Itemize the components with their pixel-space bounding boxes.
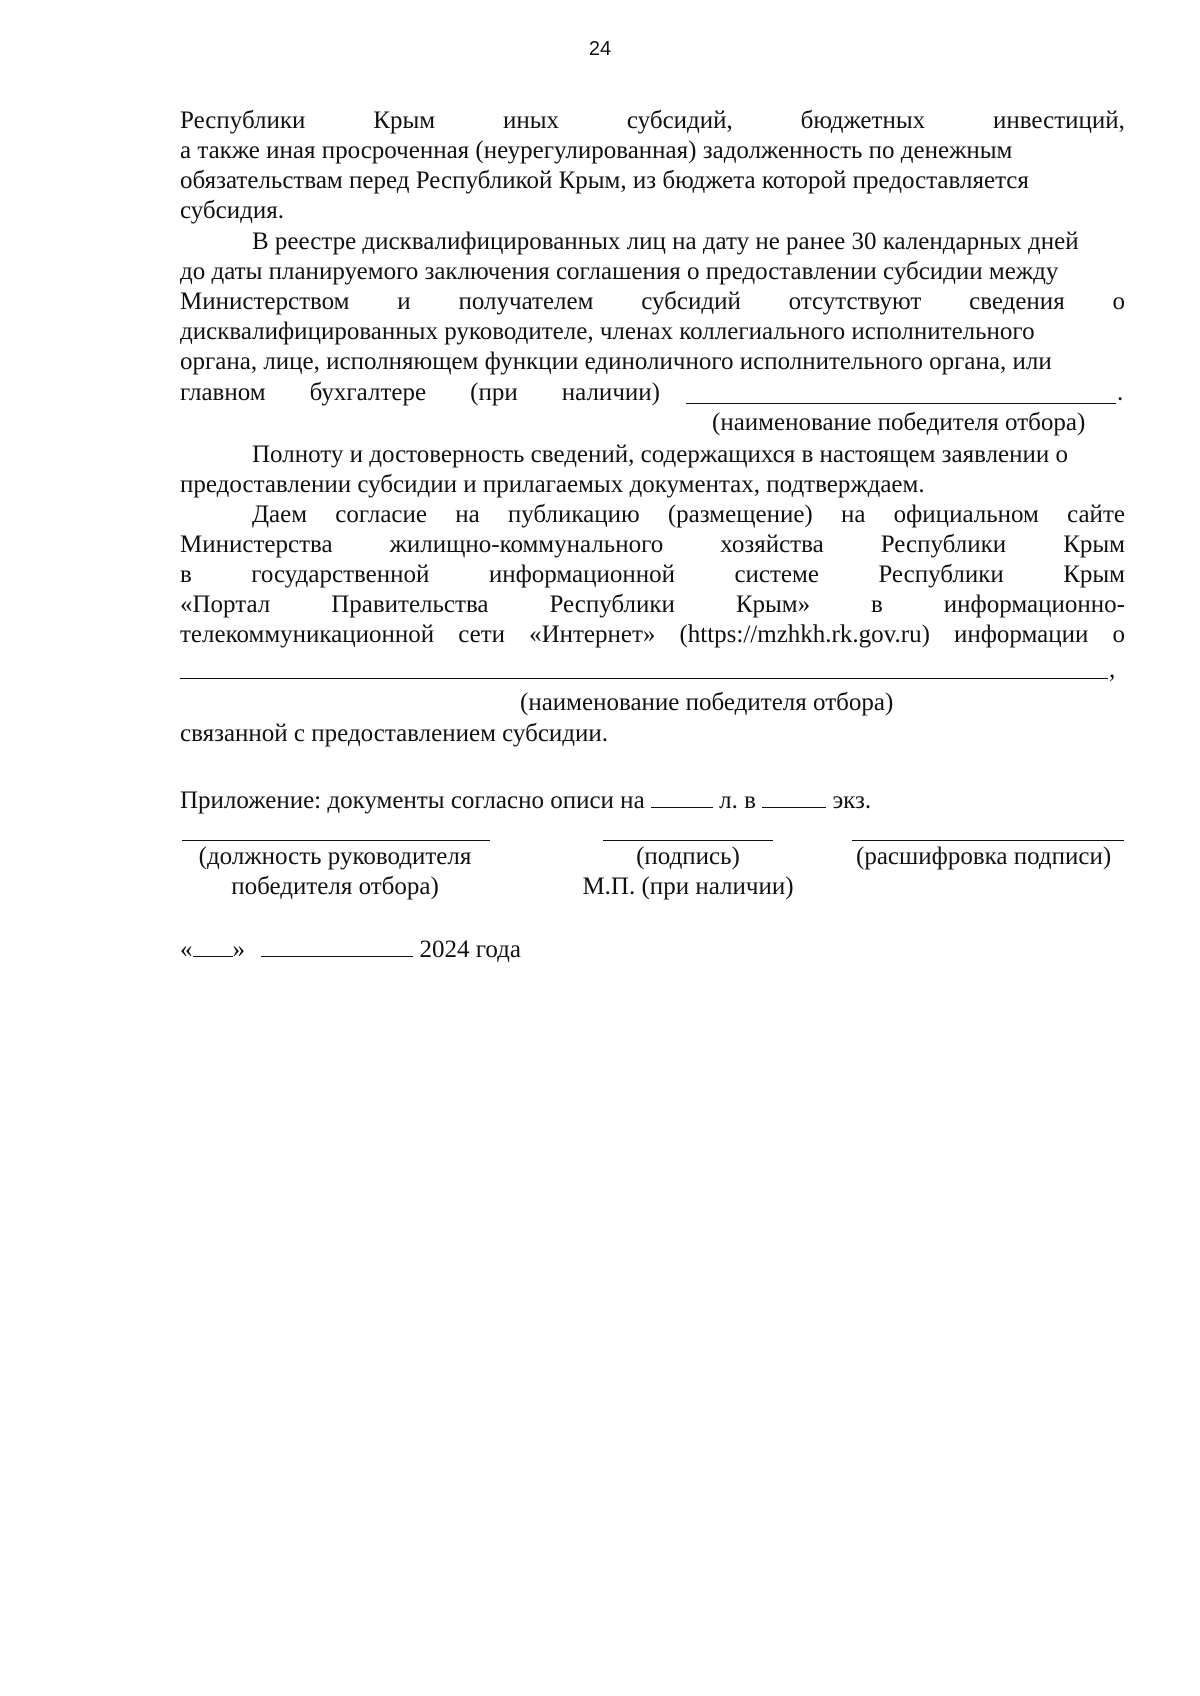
para1-line2: а также иная просроченная (неурегулированная) задолженность по денежным	[180, 137, 1013, 164]
signature-caption	[540, 842, 836, 902]
para4-line3	[180, 560, 1125, 590]
word: в	[871, 591, 883, 618]
decoding-caption: (расшифровка подписи)	[856, 843, 1112, 870]
word: инвестиций,	[993, 107, 1125, 134]
word: Крым	[1063, 561, 1125, 588]
appendix-line	[180, 783, 1125, 816]
para2-line5: органа, лице, исполняющем функции единоличного исполнительного органа, или	[180, 348, 1052, 375]
line-end-comma: ,	[1109, 656, 1116, 683]
page-number: 24	[588, 38, 612, 60]
para2-line6	[180, 378, 660, 408]
word: «Интернет»	[529, 621, 656, 648]
word: Министерством	[180, 288, 350, 315]
stamp-caption: М.П. (при наличии)	[582, 873, 794, 900]
word: публикацию	[507, 501, 640, 528]
day-blank	[193, 932, 233, 957]
word: (https://mzhkh.rk.gov.ru)	[679, 621, 930, 648]
word: главном	[180, 379, 266, 406]
word: Республики	[880, 531, 1007, 558]
copies-count-blank	[762, 783, 826, 808]
winner-name-blank-2	[180, 678, 1108, 679]
word: жилищно-коммунального	[389, 531, 664, 558]
winner-name-caption-1: (наименование победителя отбора)	[712, 409, 1086, 436]
word: субсидий	[641, 288, 741, 315]
sheets-count-blank	[651, 783, 713, 808]
signature-line	[603, 840, 773, 841]
winner-name-caption-2: (наименование победителя отбора)	[520, 689, 894, 716]
word: государственной	[251, 561, 430, 588]
para1-line3: обязательствам перед Республикой Крым, из бюджета которой предоставляется	[180, 167, 1029, 194]
winner-name-blank-1	[686, 403, 1116, 404]
word: Республики	[180, 107, 306, 134]
close-quote: »	[232, 936, 245, 963]
word: сайте	[1067, 501, 1125, 528]
word: сети	[458, 621, 506, 648]
para2-line2: до даты планируемого заключения соглашения о предоставлении субсидии между	[180, 258, 1059, 285]
copies-label: экз.	[832, 787, 872, 814]
position-caption-line2: победителя отбора)	[231, 873, 439, 900]
word: в	[180, 561, 192, 588]
word: на	[455, 501, 480, 528]
word: Крым	[1063, 531, 1125, 558]
word: бухгалтере	[309, 379, 427, 406]
para4-line1	[252, 500, 1125, 530]
decoding-signature-line	[852, 840, 1124, 841]
para1-line4: субсидия.	[180, 197, 284, 224]
para2-line1: В реестре дисквалифицированных лиц на дату не ранее 30 календарных дней	[252, 228, 1079, 255]
para1-line1	[180, 106, 1125, 136]
appendix-text: Приложение: документы согласно описи на	[180, 787, 645, 814]
para4-line7: связанной с предоставлением субсидии.	[180, 720, 609, 747]
word: бюджетных	[800, 107, 926, 134]
word: Республики	[878, 561, 1004, 588]
word: хозяйства	[720, 531, 824, 558]
word: Республики	[549, 591, 675, 618]
word: (размещение)	[667, 501, 813, 528]
open-quote: «	[180, 936, 193, 963]
word: информации	[953, 621, 1089, 648]
word: иных	[502, 107, 560, 134]
word: «Портал	[180, 591, 271, 618]
word: Крым»	[735, 591, 811, 618]
word: о	[1112, 621, 1125, 648]
word: Крым	[373, 107, 436, 134]
word: на	[840, 501, 866, 528]
line-end-period: .	[1117, 379, 1124, 406]
word: согласие	[335, 501, 427, 528]
word: и	[397, 288, 411, 315]
word: о	[1112, 288, 1125, 315]
para4-line4	[180, 590, 1125, 620]
word: Даем	[252, 501, 308, 528]
word: получателем	[458, 288, 594, 315]
word: отсутствуют	[788, 288, 922, 315]
para2-line4: дисквалифицированных руководителе, членах коллегиального исполнительного	[180, 318, 1035, 345]
word: информационно-	[943, 591, 1125, 618]
date-line	[180, 932, 1125, 965]
word: Правительства	[331, 591, 489, 618]
word: субсидий,	[626, 107, 733, 134]
word: (при	[470, 379, 518, 406]
para3-line1: Полноту и достоверность сведений, содержащихся в настоящем заявлении о	[252, 441, 1069, 468]
position-caption-line1: (должность руководителя	[198, 843, 472, 870]
year-text: 2024 года	[419, 936, 521, 963]
word: официальном	[893, 501, 1039, 528]
word: телекоммуникационной	[180, 621, 435, 648]
word: сведения	[969, 288, 1065, 315]
month-blank	[261, 932, 413, 957]
para3-line2: предоставлении субсидии и прилагаемых документах, подтверждаем.	[180, 471, 925, 498]
sheets-label: л. в	[719, 787, 756, 814]
para4-line2	[180, 530, 1125, 560]
para4-line5	[180, 620, 1125, 650]
word: наличии)	[561, 379, 660, 406]
word: Министерства	[180, 531, 333, 558]
word: информационной	[488, 561, 676, 588]
signature-caption-line1: (подпись)	[636, 843, 740, 870]
para2-line3	[180, 287, 1125, 317]
position-caption	[160, 842, 510, 902]
word: системе	[734, 561, 819, 588]
position-signature-line	[182, 840, 490, 841]
